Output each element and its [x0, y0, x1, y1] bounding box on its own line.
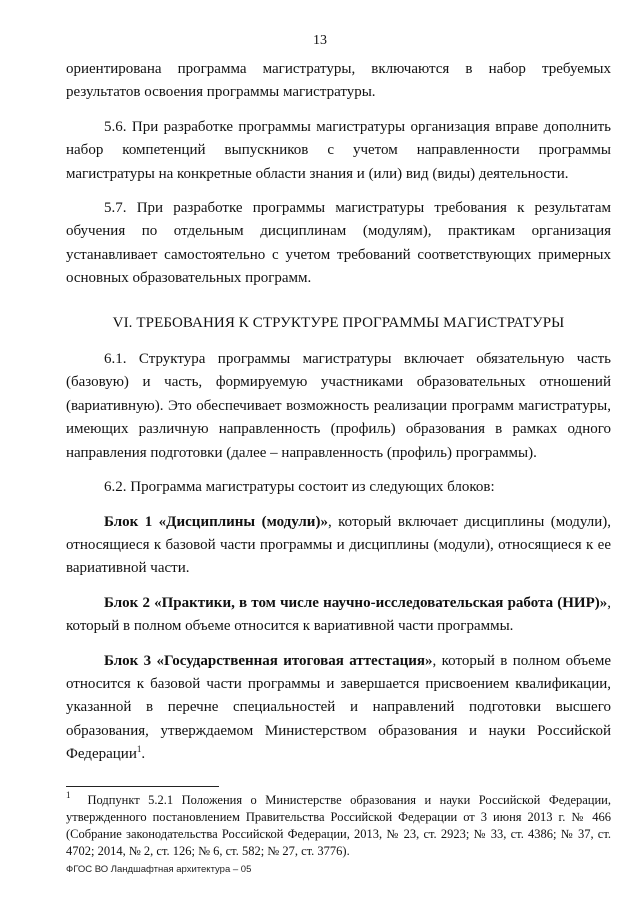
section-heading-6: VI. ТРЕБОВАНИЯ К СТРУКТУРЕ ПРОГРАММЫ МАГИСТРАТУРЫ: [112, 314, 565, 331]
paragraph-continuation: ориентирована программа магистратуры, включаются в набор требуемых результатов освоения программы магистратуры.: [66, 61, 611, 101]
block-2-paragraph: [66, 592, 611, 639]
block-3-title: Блок 3 «Государственная итоговая аттестация»: [104, 652, 433, 669]
paragraph-5-7: 5.7. При разработке программы магистратуры требования к результатам обучения по отдельным дисциплинам (модулям), практикам организация устанавливает самостоятельно с учетом требований соответствующих примерных основных образовательных программ.: [66, 200, 611, 287]
block-1-title: Блок 1 «Дисциплины (модули)»: [104, 513, 328, 530]
block-2-title: Блок 2 «Практики, в том числе научно-исследовательская работа (НИР)»: [104, 594, 608, 611]
footnote-reference[interactable]: 1: [136, 744, 142, 755]
document-body: [66, 58, 611, 767]
footnote: [66, 792, 611, 860]
footnote-marker: 1: [66, 790, 71, 800]
paragraph-6-1: 6.1. Структура программы магистратуры включает обязательную часть (базовую) и часть, формируемую участниками образовательных отношений (вариативную). Это обеспечивает возможность реализации программ магистратуры, имеющих различную направленность (профиль) образования в рамках одного направления подготовки (далее – направленность (профиль) программы).: [66, 351, 611, 461]
page-number: 13: [313, 33, 327, 48]
block-3-text: , который в полном объеме относится к базовой части программы и завершается присвоением квалификации, указанной в перечне специальностей и направлений подготовки высшего образования, утверждаемом Министерством образования и науки Российской Федерации: [66, 652, 611, 763]
footnote-separator: [66, 786, 219, 787]
paragraph-6-2: 6.2. Программа магистратуры состоит из следующих блоков:: [104, 479, 495, 496]
paragraph-5-6: 5.6. При разработке программы магистратуры организация вправе дополнить набор компетенций выпускников с учетом направленности программы магистратуры на конкретные области знания и (или) вид (виды) деятельности.: [66, 118, 611, 182]
block-3-end: .: [141, 746, 146, 763]
footnote-text: Подпункт 5.2.1 Положения о Министерстве образования и науки Российской Федерации, утвержденного постановлением Правительства Российской Федерации от 3 июня 2013 г. № 466 (Собрание законодательства Российской Федерации, 2013, № 23, ст. 2923; № 33, ст. 4386; № 37, ст. 4702; 2014, № 2, ст. 126; № 6, ст. 582; № 27, ст. 3776).: [66, 793, 611, 858]
page-footer: ФГОС ВО Ландшафтная архитектура – 05: [66, 864, 252, 875]
block-2-text: , который в полном объеме относится к вариативной части программы.: [66, 594, 611, 635]
block-3-paragraph: [66, 650, 611, 767]
block-1-paragraph: [66, 511, 611, 581]
footnote-line: [66, 792, 611, 860]
block-1-text: , который включает дисциплины (модули), относящиеся к базовой части программы и дисциплины (модули), относящиеся к ее вариативной части.: [66, 513, 612, 577]
